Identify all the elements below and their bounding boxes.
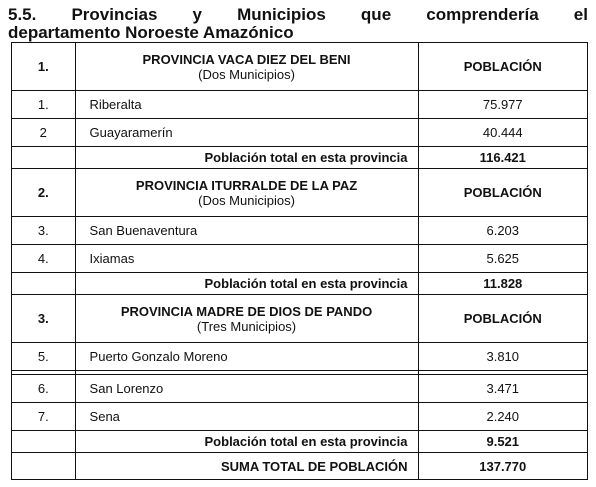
municipio-name: Ixiamas [75, 245, 418, 273]
province-total-value: 11.828 [418, 273, 587, 295]
table-row [12, 217, 588, 245]
table-row [12, 343, 588, 371]
grand-total-row [12, 453, 588, 480]
table-row [12, 375, 588, 403]
empty-cell [12, 273, 76, 295]
province-header-row [12, 295, 588, 343]
empty-cell [12, 147, 76, 169]
heading-line-2: departamento Noroeste Amazónico [8, 23, 294, 42]
heading-word: el [573, 5, 588, 24]
province-number: 1. [12, 43, 76, 91]
table-row [12, 119, 588, 147]
province-total-label: Población total en esta provincia [75, 431, 418, 453]
province-name: PROVINCIA VACA DIEZ DEL BENI [142, 51, 351, 67]
heading-word: 5.5. [8, 5, 37, 24]
heading-word: comprendería [426, 5, 539, 24]
municipio-name: Puerto Gonzalo Moreno [75, 343, 418, 371]
heading-word: y [192, 5, 202, 24]
row-number: 5. [12, 343, 76, 371]
province-title-cell [75, 169, 418, 217]
grand-total-label: SUMA TOTAL DE POBLACIÓN [75, 453, 418, 480]
province-name: PROVINCIA ITURRALDE DE LA PAZ [135, 177, 358, 193]
grand-total-value: 137.770 [418, 453, 587, 480]
municipio-population: 3.471 [418, 375, 587, 403]
province-number: 3. [12, 295, 76, 343]
row-number: 2 [12, 119, 76, 147]
province-total-value: 116.421 [418, 147, 587, 169]
row-number: 7. [12, 403, 76, 431]
province-total-value: 9.521 [418, 431, 587, 453]
poblacion-header: POBLACIÓN [418, 295, 587, 343]
province-subtitle: (Tres Municipios) [196, 318, 297, 334]
table-row [12, 403, 588, 431]
empty-cell [12, 453, 76, 480]
municipio-population: 5.625 [418, 245, 587, 273]
table-row [12, 245, 588, 273]
province-total-label: Población total en esta provincia [75, 147, 418, 169]
province-total-row [12, 431, 588, 453]
heading-line-1 [8, 6, 588, 23]
municipio-population: 2.240 [418, 403, 587, 431]
table-row [12, 91, 588, 119]
heading-word: Provincias [71, 5, 158, 24]
province-total-row [12, 147, 588, 169]
row-number: 4. [12, 245, 76, 273]
row-number: 6. [12, 375, 76, 403]
province-name: PROVINCIA MADRE DE DIOS DE PANDO [120, 303, 373, 319]
row-number: 3. [12, 217, 76, 245]
poblacion-header: POBLACIÓN [418, 43, 587, 91]
province-subtitle: (Dos Municipios) [198, 192, 295, 208]
municipio-population: 75.977 [418, 91, 587, 119]
empty-cell [12, 431, 76, 453]
municipio-name: Guayaramerín [75, 119, 418, 147]
province-title-cell [75, 295, 418, 343]
province-total-row [12, 273, 588, 295]
population-table [11, 42, 588, 480]
province-number: 2. [12, 169, 76, 217]
heading-word: Municipios [237, 5, 326, 24]
municipio-population: 3.810 [418, 343, 587, 371]
municipio-population: 40.444 [418, 119, 587, 147]
row-number: 1. [12, 91, 76, 119]
poblacion-header: POBLACIÓN [418, 169, 587, 217]
municipio-name: San Lorenzo [75, 375, 418, 403]
province-title-cell [75, 43, 418, 91]
province-header-row [12, 169, 588, 217]
province-subtitle: (Dos Municipios) [198, 66, 295, 82]
heading-word: que [360, 5, 392, 24]
province-header-row [12, 43, 588, 91]
municipio-population: 6.203 [418, 217, 587, 245]
section-heading [8, 6, 588, 41]
municipio-name: San Buenaventura [75, 217, 418, 245]
municipio-name: Sena [75, 403, 418, 431]
province-total-label: Población total en esta provincia [75, 273, 418, 295]
municipio-name: Riberalta [75, 91, 418, 119]
